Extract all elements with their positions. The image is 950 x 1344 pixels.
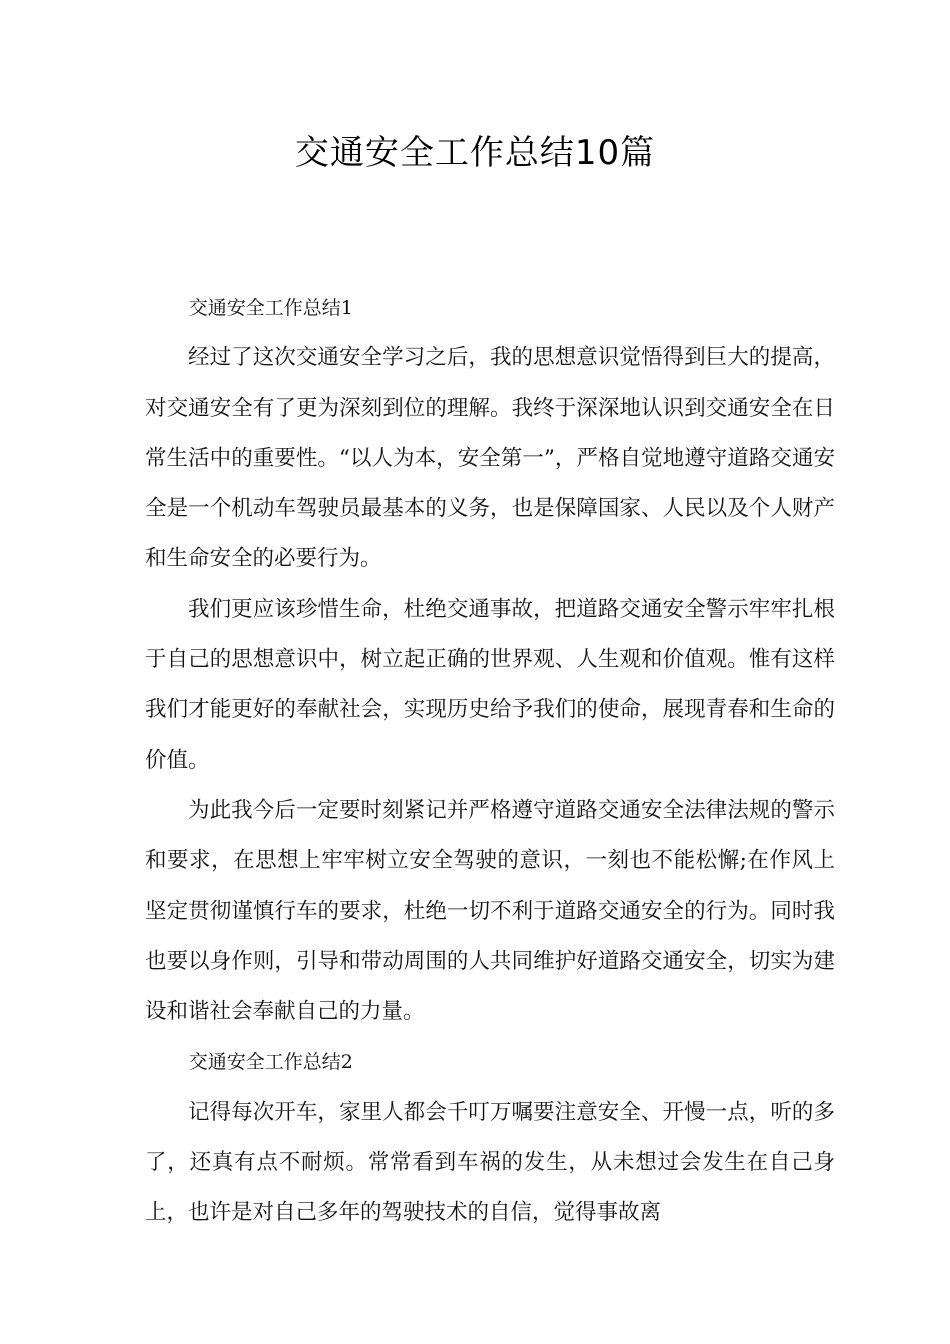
section-heading-2: 交通安全工作总结2: [188, 1051, 353, 1074]
paragraph-2: 我们更应该珍惜生命，杜绝交通事故，把道路交通安全警示牢牢扎根于自己的思想意识中，树立起正确的世界观、人生观和价值观。惟有这样我们才能更好的奉献社会，实现历史给予我们的使命，展现青春和生命的价值。: [145, 596, 835, 773]
document-body: [145, 283, 835, 1239]
paragraph-4: 记得每次开车，家里人都会千叮万嘱要注意安全、开慢一点，听的多了，还真有点不耐烦。常常看到车祸的发生，从未想过会发生在自己身上，也许是对自己多年的驾驶技术的自信，觉得事故离: [145, 1099, 835, 1226]
paragraph-1: 经过了这次交通安全学习之后，我的思想意识觉悟得到巨大的提高，对交通安全有了更为深刻到位的理解。我终于深深地认识到交通安全在日常生活中的重要性。“以人为本，安全第一”，严格自觉地遵守道路交通安全是一个机动车驾驶员最基本的义务，也是保障国家、人民以及个人财产和生命安全的必要行为。: [145, 345, 835, 572]
section-heading-1: 交通安全工作总结1: [188, 297, 353, 319]
document-title: 交通安全工作总结10篇: [294, 133, 656, 173]
paragraph-3: 为此我今后一定要时刻紧记并严格遵守道路交通安全法律法规的警示和要求，在思想上牢牢树立安全驾驶的意识，一刻也不能松懈;在作风上坚定贯彻谨慎行车的要求，杜绝一切不利于道路交通安全的行为。同时我也要以身作则，引导和带动周围的人共同维护好道路交通安全，切实为建设和谐社会奉献自己的力量。: [145, 797, 835, 1025]
